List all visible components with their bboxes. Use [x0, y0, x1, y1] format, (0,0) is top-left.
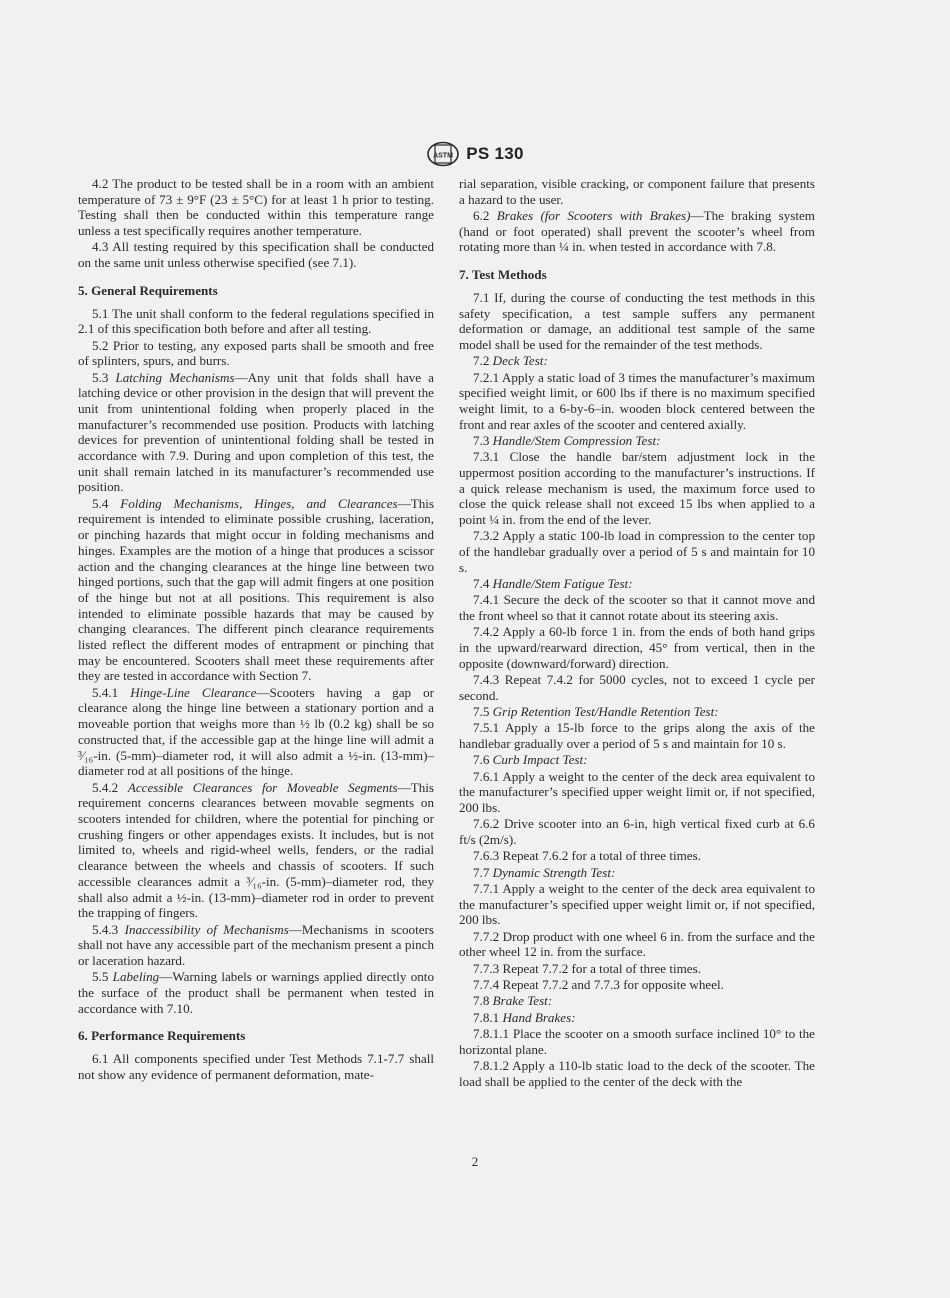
clause-text: Apply a 15-lb force to the grips along the axis of the handlebar gradually over a period of 5 s and maintain for 10 s. [459, 720, 815, 752]
paragraph [459, 576, 815, 592]
clause-number: 7.7.2 [473, 928, 500, 944]
clause-text: Any unit that folds shall have a latching device or other provision in the design that will prevent the unit from unintentional folding when properly placed in the manufacturer’s recommended use position. Products with latching devices for prevention of unintentional folding shall be tested in accordance with 7.9. During and upon completion of this test, the unit shall remain latched in its manufacturer’s recommended use position. [78, 369, 434, 495]
paragraph [459, 1026, 815, 1057]
clause-number: 7.2.1 [473, 369, 500, 385]
clause-text: Mechanisms in scooters shall not have any accessible part of the mechanism present a pinch or laceration hazard. [78, 921, 434, 968]
paragraph [78, 239, 434, 270]
clause-text: Apply a 110-lb static load to the deck of the scooter. The load shall be applied to the center of the deck with the [459, 1057, 815, 1089]
clause-title: Hinge-Line Clearance [130, 684, 257, 700]
clause-title: Grip Retention Test/Handle Retention Test: [492, 704, 719, 720]
paragraph [459, 1058, 815, 1089]
paragraph [459, 290, 815, 353]
clause-number: 7.5.1 [473, 720, 500, 736]
clause-number: 7.6.2 [473, 816, 500, 832]
clause-number: 7.4.2 [473, 624, 500, 640]
paragraph [459, 961, 815, 977]
clause-text: This requirement is intended to eliminate possible crushing, laceration, or pinching hazards that might occur in folding mechanisms and hinges. Examples are the motion of a hinge that produces a scissor action and the changing clearances at the hinge line between two hinged portions, such that the gap will admit fingers at one position of the hinge but not at all positions. This requirement is also intended to eliminate possible hazards that may be caused by changing clearances. The different pinch clearance requirements listed reflect the different modes of entrapment or pinching that may be encountered. Scooters shall meet these requirements after they are tested in accordance with Section 7. [78, 495, 434, 684]
paragraph [78, 1051, 434, 1082]
svg-text:ASTM: ASTM [433, 152, 454, 160]
clause-title: Handle/Stem Fatigue Test: [492, 576, 633, 592]
clause-title: Accessible Clearances for Moveable Segments [127, 779, 398, 795]
clause-number: 7.4 [473, 576, 490, 592]
clause-text: Apply a 60-lb force 1 in. from the ends of both hand grips in the upward/rearward direction, 45° from vertical, then in the opposite (downward/forward) direction. [459, 624, 815, 671]
clause-text: Drive scooter into an 6-in, high vertical fixed curb at 6.6 ft/s (2m/s). [459, 816, 815, 848]
paragraph [459, 449, 815, 528]
paragraph [459, 881, 815, 928]
paragraph [459, 720, 815, 751]
clause-text: Apply a weight to the center of the deck area equivalent to the manufacturer’s specified upper weight limit or, if not specified, 200 lbs. [459, 880, 815, 928]
clause-number: 5.4.1 [92, 684, 119, 700]
clause-text: Apply a static load of 3 times the manufacturer’s maximum specified weight limit, or 600 lbs if there is no maximum specified weight limit, to a 6-by-6–in. wooden block centered between the front and rear axles of the scooter and centered axially. [459, 369, 815, 432]
paragraph [459, 353, 815, 369]
paragraph [459, 848, 815, 864]
clause-number: 7.5 [473, 704, 490, 720]
paragraph [459, 370, 815, 433]
clause-title: Handle/Stem Compression Test: [492, 432, 661, 448]
clause-text: Repeat 7.4.2 for 5000 cycles, not to exceed 1 cycle per second. [459, 672, 815, 703]
clause-title: Hand Brakes: [502, 1009, 576, 1025]
clause-number: 5.2 [92, 337, 109, 353]
clause-number: 6.2 [473, 208, 490, 223]
paragraph [78, 306, 434, 337]
document-id: PS 130 [466, 144, 524, 163]
clause-number: 7.8 [473, 993, 490, 1009]
clause-text: If, during the course of conducting the test methods in this safety specification, a test sample suffers any permanent deformation or damage, an additional test sample of the same model shall be used for the remainder of the test methods. [459, 289, 815, 352]
clause-number: 7.4.1 [473, 592, 500, 608]
clause-number: 7.8.1.1 [473, 1025, 510, 1041]
clause-number: 7.7.4 [473, 976, 500, 992]
clause-text: Warning labels or warnings applied directly onto the surface of the product shall be permanent when tested in accordance with 7.10. [78, 969, 434, 1016]
section-heading: 7. Test Methods [459, 267, 547, 283]
clause-number: 7.3.2 [473, 528, 500, 544]
paragraph [459, 704, 815, 720]
clause-number: 7.3 [473, 432, 490, 448]
clause-text: rial separation, visible cracking, or component failure that presents a hazard to the user. [459, 176, 815, 207]
paragraph: 5.5 Labeling—Warning labels or warnings applied directly onto the surface of the product shall be permanent when tested in accordance with 7.10. [78, 969, 434, 1016]
paragraph [78, 176, 434, 239]
clause-text: All testing required by this specification shall be conducted on the same unit unless otherwise specified (see 7.1). [78, 239, 434, 271]
clause-text: Drop product with one wheel 6 in. from the surface and the other wheel 12 in. from the surface. [459, 928, 815, 960]
astm-logo-icon [426, 141, 460, 167]
right-column [459, 176, 815, 1090]
clause-text: The product to be tested shall be in a room with an ambient temperature of 73 ± 9°F (23 ± 5°C) for at least 1 h prior to testing. Testing shall then be conducted within this temperature range unless a test specifically requires another temperature. [78, 176, 434, 239]
paragraph [459, 769, 815, 816]
clause-number: 4.3 [92, 239, 109, 255]
clause-number: 7.6.3 [473, 848, 500, 864]
clause-title: Labeling [112, 969, 160, 985]
clause-text: This requirement concerns clearances between movable segments on scooters intended for children, where the potential for pinching or crushing fingers or other appendages exists. It includes, but is not limited to, wheels and rigid-wheel wells, fenders, or the radial clearance between the wheels and chassis of scooters. If such accessible clearances admit a ³⁄₁₆-in. (5-mm)–diameter rod, they shall also admit a ½-in. (13-mm)–diameter rod in order to prevent the trapping of fingers. [78, 779, 434, 921]
clause-number: 5.4.3 [92, 921, 119, 937]
paragraph [459, 816, 815, 847]
clause-number: 5.5 [92, 969, 109, 985]
clause-title: Brakes (for Scooters with Brakes) [496, 208, 691, 223]
page-header [0, 141, 950, 167]
paragraph [459, 433, 815, 449]
paragraph [459, 624, 815, 671]
clause-text: Repeat 7.7.2 for a total of three times. [502, 960, 701, 976]
clause-text: Apply a weight to the center of the deck area equivalent to the manufacturer’s specified upper weight limit or, if not specified, 200 lbs. [459, 768, 815, 816]
clause-number: 4.2 [92, 176, 109, 191]
paragraph: 5.3 Latching Mechanisms—Any unit that folds shall have a latching device or other provision in the design that will prevent the unit from unintentional folding when properly placed in the manufacturer’s recommended use position. Products with latching devices for prevention of unintentional folding shall be tested in accordance with 7.9. During and upon completion of this test, the unit shall remain latched in its manufacturer’s recommended use position. [78, 369, 434, 495]
clause-title: Dynamic Strength Test: [492, 864, 616, 880]
clause-number: 7.7.1 [473, 880, 500, 896]
paragraph: 5.4.1 Hinge-Line Clearance—Scooters having a gap or clearance along the hinge line between a stationary portion and a moveable portion that weighs more than ½ lb (0.2 kg) shall be so constructed that, if the accessible gap at the hinge line will admit a ³⁄₁₆-in. (5-mm)–diameter rod, it will also admit a ½-in. (13-mm)–diameter rod at all positions of the hinge. [78, 684, 434, 779]
clause-number: 5.1 [92, 305, 109, 321]
clause-number: 7.2 [473, 353, 490, 369]
paragraph [459, 672, 815, 703]
paragraph [459, 176, 815, 207]
paragraph [459, 993, 815, 1009]
clause-text: Place the scooter on a smooth surface inclined 10° to the horizontal plane. [459, 1025, 815, 1057]
paragraph [459, 865, 815, 881]
left-column [78, 176, 434, 1083]
clause-number: 6.1 [92, 1051, 109, 1067]
clause-title: Deck Test: [492, 353, 548, 369]
paragraph [78, 338, 434, 369]
clause-title: Brake Test: [492, 993, 553, 1009]
paragraph [459, 929, 815, 960]
clause-number: 7.7.3 [473, 960, 500, 976]
clause-number: 5.4 [92, 495, 109, 511]
paragraph [459, 1010, 815, 1026]
clause-number: 5.4.2 [92, 779, 119, 795]
clause-text: Scooters having a gap or clearance along the hinge line between a stationary portion and a moveable portion that weighs more than ½ lb (0.2 kg) shall be so constructed that, if the accessible gap at the hinge line will admit a ³⁄₁₆-in. (5-mm)–diameter rod, it will also admit a ½-in. (13-mm)–diameter rod at all positions of the hinge. [78, 684, 434, 779]
section-heading: 6. Performance Requirements [78, 1028, 246, 1044]
clause-title: Latching Mechanisms [115, 369, 235, 385]
paragraph: 5.4.3 Inaccessibility of Mechanisms—Mechanisms in scooters shall not have any accessible part of the mechanism present a pinch or laceration hazard. [78, 921, 434, 968]
clause-title: Curb Impact Test: [492, 752, 588, 768]
clause-number: 7.4.3 [473, 672, 500, 688]
clause-number: 7.7 [473, 864, 490, 880]
clause-text: All components specified under Test Methods 7.1-7.7 shall not show any evidence of permanent deformation, mate- [78, 1051, 434, 1082]
clause-text: The braking system (hand or foot operated) shall prevent the scooter’s wheel from rotating more than ¼ in. when tested in accordance with 7.8. [459, 208, 815, 255]
clause-text: Repeat 7.6.2 for a total of three times. [502, 848, 701, 864]
clause-text: The unit shall conform to the federal regulations specified in 2.1 of this specification both before and after all testing. [78, 305, 434, 337]
section-heading: 5. General Requirements [78, 282, 218, 298]
paragraph: 5.4 Folding Mechanisms, Hinges, and Clearances—This requirement is intended to eliminate possible crushing, laceration, or pinching hazards that might occur in folding mechanisms and hinges. Examples are the motion of a hinge that produces a scissor action and the changing clearances at the hinge line between two hinged portions, such that the gap will admit fingers at one position of the hinge but not at all positions. This requirement is also intended to eliminate possible hazards that may be caused by changing clearances. The different pinch clearance requirements listed reflect the different modes of entrapment or pinching that may be encountered. Scooters shall meet these requirements after they are tested in accordance with Section 7. [78, 495, 434, 684]
clause-number: 7.6.1 [473, 768, 500, 784]
clause-title: Folding Mechanisms, Hinges, and Clearances [120, 495, 398, 511]
clause-title: Inaccessibility of Mechanisms [124, 921, 289, 937]
clause-number: 7.8.1 [473, 1009, 500, 1025]
paragraph [459, 977, 815, 993]
clause-number: 7.6 [473, 752, 490, 768]
page-number: 2 [471, 1154, 479, 1169]
paragraph: 6.2 Brakes (for Scooters with Brakes)—The braking system (hand or foot operated) shall prevent the scooter’s wheel from rotating more than ¼ in. when tested in accordance with 7.8. [459, 208, 815, 255]
clause-text: Prior to testing, any exposed parts shall be smooth and free of splinters, spurs, and burrs. [78, 337, 434, 369]
clause-text: Repeat 7.7.2 and 7.7.3 for opposite wheel. [502, 976, 724, 992]
clause-text: Apply a static 100-lb load in compression to the center top of the handlebar gradually over a period of 5 s and maintain for 10 s. [459, 528, 815, 575]
clause-number: 5.3 [92, 369, 109, 385]
paragraph [459, 592, 815, 623]
clause-text: Close the handle bar/stem adjustment lock in the uppermost position according to the manufacturer’s instructions. If a quick release mechanism is used, the maximum force used to close the quick release shall not exceed 15 lbs when applied to a point ¼ in. from the end of the lever. [459, 449, 815, 528]
clause-number: 7.1 [473, 289, 490, 305]
clause-text: Secure the deck of the scooter so that it cannot move and the front wheel so that it cannot rotate about its steering axis. [459, 592, 815, 624]
paragraph [459, 528, 815, 575]
clause-number: 7.3.1 [473, 449, 500, 465]
clause-number: 7.8.1.2 [473, 1057, 510, 1073]
paragraph [459, 752, 815, 768]
paragraph: 5.4.2 Accessible Clearances for Moveable Segments—This requirement concerns clearances between movable segments on scooters intended for children, where the potential for pinching or crushing fingers or other appendages exists. It includes, but is not limited to, wheels and rigid-wheel wells, fenders, or the radial clearance between the wheels and chassis of scooters. If such accessible clearances admit a ³⁄₁₆-in. (5-mm)–diameter rod, they shall also admit a ½-in. (13-mm)–diameter rod in order to prevent the trapping of fingers. [78, 779, 434, 921]
